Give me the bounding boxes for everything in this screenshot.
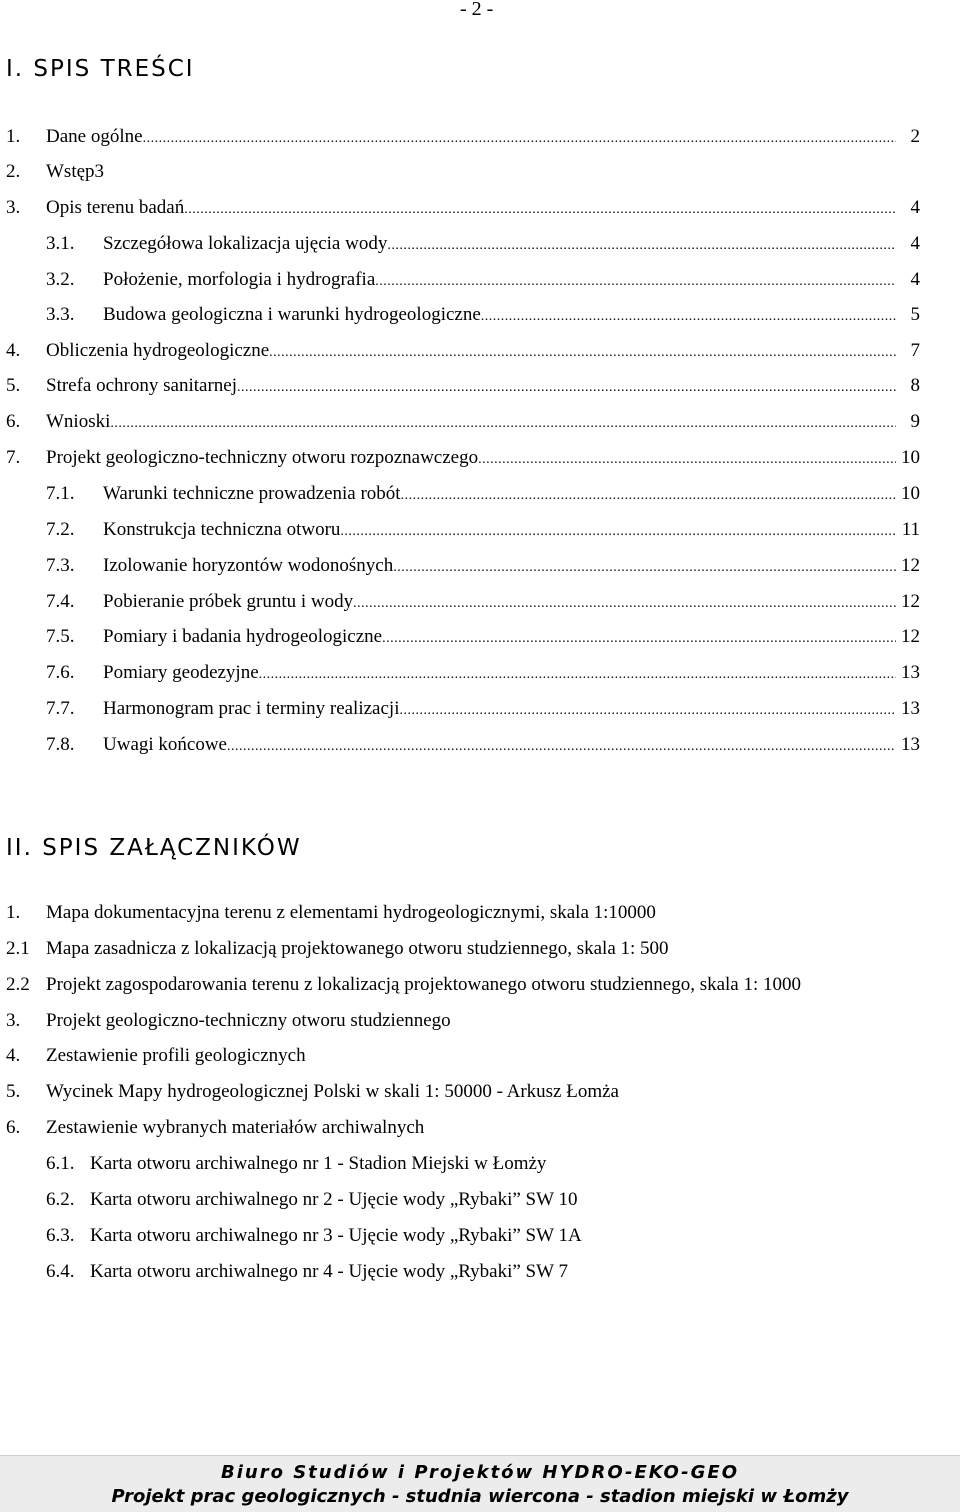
toc-entry-page: 4 <box>910 197 920 218</box>
attachment-number: 5. <box>6 1081 21 1102</box>
toc-entry-page: 5 <box>910 304 920 325</box>
toc-entry-page: 8 <box>910 375 920 396</box>
toc-entry-number: 7.4. <box>46 591 75 612</box>
toc-entry-number: 3.3. <box>46 304 75 325</box>
toc-entry[interactable] <box>0 482 930 506</box>
toc-entry[interactable] <box>0 697 930 721</box>
toc-entry-page: 10 <box>901 483 920 504</box>
attachment-title: Karta otworu archiwalnego nr 3 - Ujęcie wody „Rybaki” SW 1A <box>90 1225 582 1246</box>
attachment-number: 6.4. <box>46 1261 75 1282</box>
toc-entry-number: 7.5. <box>46 626 75 647</box>
attachment-title: Zestawienie wybranych materiałów archiwalnych <box>46 1117 425 1138</box>
toc-entry[interactable] <box>0 446 930 470</box>
toc-entry-number: 3. <box>6 197 21 218</box>
toc-entry-title: Konstrukcja techniczna otworu ..... <box>103 519 896 540</box>
attachment-number: 6.3. <box>46 1225 75 1246</box>
toc-entry-title: Wnioski ..... <box>46 411 896 432</box>
toc-entry-title: Dane ogólne ..... <box>46 126 896 147</box>
toc-entry-page: 2 <box>910 126 920 147</box>
toc-entry-title: Wstęp3 <box>46 161 105 182</box>
toc-entry[interactable] <box>0 518 930 542</box>
toc-entry-page: 13 <box>901 662 920 683</box>
toc-entry-number: 7. <box>6 447 21 468</box>
toc-entry-number: 7.3. <box>46 555 75 576</box>
toc-entry[interactable] <box>0 303 930 327</box>
toc-entry-title: Pobieranie próbek gruntu i wody ..... <box>103 591 896 612</box>
toc-entry-title: Opis terenu badań ..... <box>46 197 896 218</box>
toc-entry-number: 1. <box>6 126 21 147</box>
attachment-title: Wycinek Mapy hydrogeologicznej Polski w skali 1: 50000 - Arkusz Łomża <box>46 1081 619 1102</box>
attachments-heading: II. SPIS ZAŁĄCZNIKÓW <box>6 835 302 861</box>
toc-entry[interactable] <box>0 661 930 685</box>
toc-entry-page: 12 <box>901 555 920 576</box>
toc-entry[interactable] <box>0 232 930 256</box>
toc-entry-title: Harmonogram prac i terminy realizacji ..... <box>103 698 896 719</box>
toc-entry[interactable] <box>0 125 930 149</box>
toc-entry-title: Strefa ochrony sanitarnej ..... <box>46 375 896 396</box>
toc-entry-title: Szczegółowa lokalizacja ujęcia wody ..... <box>103 233 896 254</box>
page-footer <box>0 1455 960 1512</box>
toc-entry-number: 7.1. <box>46 483 75 504</box>
toc-entry-number: 2. <box>6 161 21 182</box>
attachment-number: 6. <box>6 1117 21 1138</box>
toc-entry-page: 11 <box>901 519 920 540</box>
toc-entry[interactable] <box>0 374 930 398</box>
attachment-title: Karta otworu archiwalnego nr 4 - Ujęcie wody „Rybaki” SW 7 <box>90 1261 568 1282</box>
attachment-title: Projekt geologiczno-techniczny otworu studziennego <box>46 1010 451 1031</box>
toc-entry-title: Izolowanie horyzontów wodonośnych ..... <box>103 555 896 576</box>
toc-entry[interactable] <box>0 160 930 184</box>
toc-entry-page: 7 <box>910 340 920 361</box>
toc-entry-page: 4 <box>910 233 920 254</box>
toc-entry-page: 13 <box>901 734 920 755</box>
attachment-number: 4. <box>6 1045 21 1066</box>
attachment-title: Karta otworu archiwalnego nr 2 - Ujęcie wody „Rybaki” SW 10 <box>90 1189 578 1210</box>
toc-entry[interactable] <box>0 410 930 434</box>
page-number: - 2 - <box>460 0 494 20</box>
attachment-number: 6.1. <box>46 1153 75 1174</box>
attachment-number: 3. <box>6 1010 21 1031</box>
attachment-number: 2.2 <box>6 974 30 995</box>
attachment-title: Zestawienie profili geologicznych <box>46 1045 306 1066</box>
toc-entry-page: 12 <box>901 626 920 647</box>
toc-entry-number: 7.7. <box>46 698 75 719</box>
toc-entry-number: 5. <box>6 375 21 396</box>
toc-entry[interactable] <box>0 339 930 363</box>
toc-entry-number: 3.1. <box>46 233 75 254</box>
toc-entry-title: Warunki techniczne prowadzenia robót ..... <box>103 483 896 504</box>
footer-project: Projekt prac geologicznych - studnia wiercona - stadion miejski w Łomży <box>111 1486 849 1507</box>
attachment-number: 2.1 <box>6 938 30 959</box>
toc-entry-page: 9 <box>910 411 920 432</box>
footer-company: Biuro Studiów i Projektów HYDRO-EKO-GEO <box>220 1462 740 1483</box>
toc-entry-number: 3.2. <box>46 269 75 290</box>
toc-entry[interactable] <box>0 554 930 578</box>
attachment-title: Karta otworu archiwalnego nr 1 - Stadion Miejski w Łomży <box>90 1153 547 1174</box>
toc-heading: I. SPIS TREŚCI <box>6 56 195 82</box>
toc-entry[interactable] <box>0 590 930 614</box>
toc-entry-page: 13 <box>901 698 920 719</box>
toc-entry-number: 7.6. <box>46 662 75 683</box>
toc-entry-title: Pomiary geodezyjne ..... <box>103 662 896 683</box>
toc-entry-page: 10 <box>901 447 920 468</box>
toc-entry-title: Pomiary i badania hydrogeologiczne ..... <box>103 626 896 647</box>
toc-entry[interactable] <box>0 625 930 649</box>
toc-entry-title: Położenie, morfologia i hydrografia ..... <box>103 269 896 290</box>
attachment-number: 6.2. <box>46 1189 75 1210</box>
toc-entry[interactable] <box>0 268 930 292</box>
toc-entry-title: Uwagi końcowe ..... <box>103 734 896 755</box>
toc-entry[interactable] <box>0 196 930 220</box>
toc-entry-title: Obliczenia hydrogeologiczne ..... <box>46 340 896 361</box>
toc-entry-page: 4 <box>910 269 920 290</box>
toc-entry-number: 4. <box>6 340 21 361</box>
attachment-title: Mapa zasadnicza z lokalizacją projektowanego otworu studziennego, skala 1: 500 <box>46 938 669 959</box>
toc-entry-page: 12 <box>901 591 920 612</box>
attachment-title: Projekt zagospodarowania terenu z lokalizacją projektowanego otworu studziennego, skala 1: 1000 <box>46 974 802 995</box>
toc-entry-number: 6. <box>6 411 21 432</box>
attachment-title: Mapa dokumentacyjna terenu z elementami hydrogeologicznymi, skala 1:10000 <box>46 902 656 923</box>
toc-entry[interactable] <box>0 733 930 757</box>
toc-entry-number: 7.2. <box>46 519 75 540</box>
toc-entry-title: Projekt geologiczno-techniczny otworu rozpoznawczego ..... <box>46 447 896 468</box>
toc-entry-title: Budowa geologiczna i warunki hydrogeologiczne ..... <box>103 304 896 325</box>
attachment-number: 1. <box>6 902 21 923</box>
toc-entry-number: 7.8. <box>46 734 75 755</box>
